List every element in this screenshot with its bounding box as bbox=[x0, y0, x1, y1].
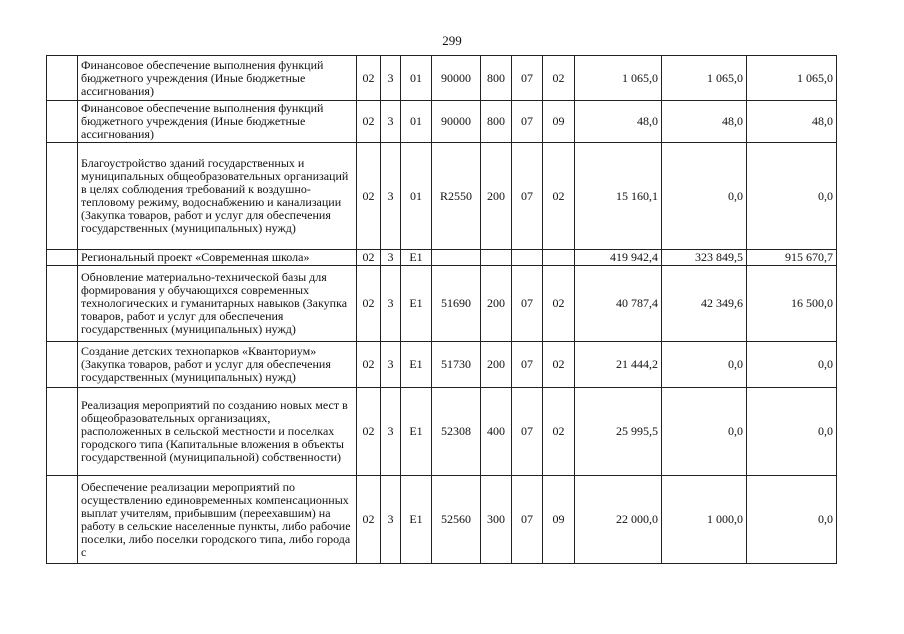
code-subprogram-cell: E1 bbox=[401, 266, 432, 342]
amount-year-1-cell: 1 065,0 bbox=[575, 56, 662, 101]
code-subprogram-cell: E1 bbox=[401, 250, 432, 266]
code-direction-cell: 90000 bbox=[432, 56, 481, 101]
code-expense-type-cell: 400 bbox=[481, 388, 512, 476]
code-subprogram-cell: 01 bbox=[401, 56, 432, 101]
amount-year-3-cell: 0,0 bbox=[747, 388, 837, 476]
row-description: Финансовое обеспечение выполнения функций бюджетного учреждения (Иные бюджетные ассигнования) bbox=[78, 101, 357, 143]
row-number-cell bbox=[47, 476, 78, 564]
code-ministry-cell: 02 bbox=[357, 266, 381, 342]
amount-year-3-cell: 1 065,0 bbox=[747, 56, 837, 101]
code-section-cell: 07 bbox=[512, 143, 543, 250]
code-subprogram-cell: E1 bbox=[401, 476, 432, 564]
code-expense-type-cell: 200 bbox=[481, 143, 512, 250]
row-number-cell bbox=[47, 101, 78, 143]
code-program-cell: 3 bbox=[381, 476, 401, 564]
row-description: Благоустройство зданий государственных и муниципальных общеобразовательных организаций в целях соблюдения требований к воздушно-тепловому режиму, водоснабжению и канализации (Закупка товаров, работ и услуг для обеспечения государственных (муниципальных) нужд) bbox=[78, 143, 357, 250]
code-subsection-cell: 02 bbox=[543, 388, 575, 476]
code-subsection-cell bbox=[543, 250, 575, 266]
table-row bbox=[47, 476, 837, 564]
table-row bbox=[47, 342, 837, 388]
code-ministry-cell: 02 bbox=[357, 388, 381, 476]
code-subsection-cell: 09 bbox=[543, 101, 575, 143]
code-direction-cell bbox=[432, 250, 481, 266]
code-ministry-cell: 02 bbox=[357, 101, 381, 143]
code-subprogram-cell: E1 bbox=[401, 342, 432, 388]
amount-year-3-cell: 16 500,0 bbox=[747, 266, 837, 342]
table-row bbox=[47, 143, 837, 250]
code-section-cell: 07 bbox=[512, 476, 543, 564]
code-direction-cell: 51690 bbox=[432, 266, 481, 342]
code-subsection-cell: 09 bbox=[543, 476, 575, 564]
amount-year-1-cell: 22 000,0 bbox=[575, 476, 662, 564]
code-ministry-cell: 02 bbox=[357, 56, 381, 101]
amount-year-3-cell: 0,0 bbox=[747, 342, 837, 388]
code-direction-cell: 52308 bbox=[432, 388, 481, 476]
row-description: Реализация мероприятий по созданию новых мест в общеобразовательных организациях, расположенных в сельской местности и поселках городского типа (Капитальные вложения в объекты государственной (муниципальной) собственности) bbox=[78, 388, 357, 476]
row-description: Обновление материально-технической базы для формирования у обучающихся современных технологических и гуманитарных навыков (Закупка товаров, работ и услуг для обеспечения государственных (муниципальных) нужд) bbox=[78, 266, 357, 342]
code-expense-type-cell: 200 bbox=[481, 266, 512, 342]
code-direction-cell: 90000 bbox=[432, 101, 481, 143]
amount-year-1-cell: 40 787,4 bbox=[575, 266, 662, 342]
amount-year-2-cell: 42 349,6 bbox=[662, 266, 747, 342]
amount-year-1-cell: 21 444,2 bbox=[575, 342, 662, 388]
table-row bbox=[47, 266, 837, 342]
code-section-cell: 07 bbox=[512, 266, 543, 342]
table-row bbox=[47, 388, 837, 476]
row-number-cell bbox=[47, 56, 78, 101]
code-program-cell: 3 bbox=[381, 266, 401, 342]
row-number-cell bbox=[47, 388, 78, 476]
amount-year-2-cell: 323 849,5 bbox=[662, 250, 747, 266]
code-ministry-cell: 02 bbox=[357, 143, 381, 250]
code-subprogram-cell: E1 bbox=[401, 388, 432, 476]
code-subprogram-cell: 01 bbox=[401, 101, 432, 143]
code-program-cell: 3 bbox=[381, 388, 401, 476]
amount-year-2-cell: 0,0 bbox=[662, 143, 747, 250]
code-section-cell: 07 bbox=[512, 388, 543, 476]
table-row bbox=[47, 250, 837, 266]
code-program-cell: 3 bbox=[381, 250, 401, 266]
amount-year-3-cell: 915 670,7 bbox=[747, 250, 837, 266]
code-section-cell bbox=[512, 250, 543, 266]
row-description: Финансовое обеспечение выполнения функций бюджетного учреждения (Иные бюджетные ассигнования) bbox=[78, 56, 357, 101]
amount-year-3-cell: 48,0 bbox=[747, 101, 837, 143]
code-program-cell: 3 bbox=[381, 101, 401, 143]
row-description: Создание детских технопарков «Кванториум» (Закупка товаров, работ и услуг для обеспечения государственных (муниципальных) нужд) bbox=[78, 342, 357, 388]
code-direction-cell: 52560 bbox=[432, 476, 481, 564]
amount-year-2-cell: 48,0 bbox=[662, 101, 747, 143]
amount-year-3-cell: 0,0 bbox=[747, 476, 837, 564]
code-ministry-cell: 02 bbox=[357, 250, 381, 266]
code-section-cell: 07 bbox=[512, 342, 543, 388]
code-expense-type-cell: 800 bbox=[481, 101, 512, 143]
row-number-cell bbox=[47, 250, 78, 266]
code-direction-cell: 51730 bbox=[432, 342, 481, 388]
code-subsection-cell: 02 bbox=[543, 56, 575, 101]
amount-year-2-cell: 1 000,0 bbox=[662, 476, 747, 564]
table-row bbox=[47, 56, 837, 101]
row-number-cell bbox=[47, 342, 78, 388]
row-description: Региональный проект «Современная школа» bbox=[78, 250, 357, 266]
amount-year-1-cell: 15 160,1 bbox=[575, 143, 662, 250]
code-section-cell: 07 bbox=[512, 101, 543, 143]
code-subsection-cell: 02 bbox=[543, 143, 575, 250]
code-expense-type-cell bbox=[481, 250, 512, 266]
amount-year-2-cell: 0,0 bbox=[662, 388, 747, 476]
amount-year-2-cell: 1 065,0 bbox=[662, 56, 747, 101]
code-program-cell: 3 bbox=[381, 56, 401, 101]
code-expense-type-cell: 200 bbox=[481, 342, 512, 388]
amount-year-1-cell: 25 995,5 bbox=[575, 388, 662, 476]
code-ministry-cell: 02 bbox=[357, 342, 381, 388]
code-subprogram-cell: 01 bbox=[401, 143, 432, 250]
row-number-cell bbox=[47, 143, 78, 250]
code-section-cell: 07 bbox=[512, 56, 543, 101]
code-subsection-cell: 02 bbox=[543, 266, 575, 342]
budget-table bbox=[46, 55, 837, 564]
amount-year-3-cell: 0,0 bbox=[747, 143, 837, 250]
table-row bbox=[47, 101, 837, 143]
code-program-cell: 3 bbox=[381, 342, 401, 388]
code-ministry-cell: 02 bbox=[357, 476, 381, 564]
code-direction-cell: R2550 bbox=[432, 143, 481, 250]
page-number: 299 bbox=[442, 33, 462, 48]
code-program-cell: 3 bbox=[381, 143, 401, 250]
row-description: Обеспечение реализации мероприятий по осуществлению единовременных компенсационных выплат учителям, прибывшим (переехавшим) на работу в сельские населенные пункты, либо рабочие поселки, либо поселки городского типа, либо города с bbox=[78, 476, 357, 564]
amount-year-1-cell: 48,0 bbox=[575, 101, 662, 143]
code-expense-type-cell: 800 bbox=[481, 56, 512, 101]
code-subsection-cell: 02 bbox=[543, 342, 575, 388]
row-number-cell bbox=[47, 266, 78, 342]
amount-year-2-cell: 0,0 bbox=[662, 342, 747, 388]
amount-year-1-cell: 419 942,4 bbox=[575, 250, 662, 266]
code-expense-type-cell: 300 bbox=[481, 476, 512, 564]
